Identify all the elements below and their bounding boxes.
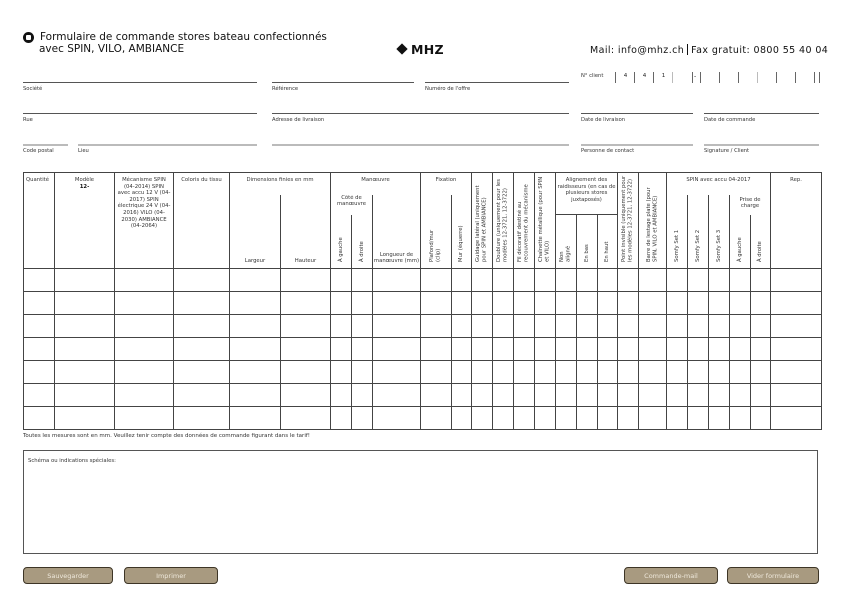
table-cell-input[interactable]: [493, 292, 514, 315]
table-cell-input[interactable]: [514, 361, 535, 384]
table-cell-input[interactable]: [556, 361, 577, 384]
client-digit-input[interactable]: 1: [653, 72, 673, 83]
client-suffix-input[interactable]: [776, 72, 796, 83]
table-cell-input[interactable]: [115, 384, 174, 407]
table-cell-input[interactable]: [618, 407, 639, 430]
table-cell-input[interactable]: [55, 292, 115, 315]
city-label: Lieu: [78, 148, 89, 154]
header-rep: Rep.: [771, 173, 822, 269]
non-aligne-label: Non aligné: [559, 246, 572, 263]
table-cell-input[interactable]: [24, 384, 55, 407]
save-button[interactable]: Sauvegarder: [23, 567, 113, 584]
clear-form-button[interactable]: Vider formulaire: [727, 567, 819, 584]
modele-prefix: 12-: [79, 183, 90, 190]
somfy-3-label: Somfy Set 3: [715, 230, 722, 263]
table-cell-input[interactable]: [598, 361, 618, 384]
order-date-input[interactable]: [704, 113, 819, 114]
brand-logo: [398, 42, 444, 57]
header-somfy-1: [667, 195, 688, 269]
table-cell-input[interactable]: [577, 407, 598, 430]
table-cell-input[interactable]: [667, 384, 688, 407]
table-cell-input[interactable]: [174, 361, 230, 384]
table-cell-input[interactable]: [331, 292, 352, 315]
table-cell-input[interactable]: [331, 384, 352, 407]
header-mur: [452, 195, 472, 269]
divider: [687, 44, 688, 55]
table-cell-input[interactable]: [472, 269, 493, 292]
table-cell-input[interactable]: [639, 361, 667, 384]
header-plafond: [421, 195, 452, 269]
table-cell-input[interactable]: [452, 269, 472, 292]
table-cell-input[interactable]: [352, 269, 373, 292]
a-droite-label: À droite: [358, 241, 365, 263]
table-cell-input[interactable]: [174, 292, 230, 315]
table-cell-input[interactable]: [230, 407, 281, 430]
table-cell-input[interactable]: [514, 315, 535, 338]
table-cell-input[interactable]: [331, 407, 352, 430]
table-cell-input[interactable]: [598, 407, 618, 430]
table-cell-input[interactable]: [577, 269, 598, 292]
table-cell-input[interactable]: [452, 361, 472, 384]
table-cell-input[interactable]: [373, 315, 421, 338]
table-row: [24, 269, 822, 292]
postal-code-label: Code postal: [23, 148, 54, 154]
table-cell-input[interactable]: [514, 292, 535, 315]
table-cell-input[interactable]: [55, 361, 115, 384]
header-mecanisme: Mécanisme SPIN (04-2014) SPIN avec accu 12 V (04-2017) SPIN électrique 24 V (04-2016) VILO (04-2030) AMBIANCE (04-2064): [115, 173, 174, 269]
table-cell-input[interactable]: [535, 269, 556, 292]
table-cell-input[interactable]: [771, 269, 822, 292]
fil-decoratif-label: Fil décoratif destiné au recouvrement du mécanisme: [517, 184, 530, 263]
table-cell-input[interactable]: [771, 338, 822, 361]
table-cell-input[interactable]: [730, 292, 751, 315]
table-cell-input[interactable]: [373, 361, 421, 384]
table-cell-input[interactable]: [281, 269, 331, 292]
table-cell-input[interactable]: [472, 384, 493, 407]
table-cell-input[interactable]: [24, 292, 55, 315]
table-cell-input[interactable]: [352, 407, 373, 430]
table-cell-input[interactable]: [331, 361, 352, 384]
city-input[interactable]: [78, 144, 257, 146]
table-cell-input[interactable]: [639, 407, 667, 430]
header-dimensions: Dimensions finies en mm: [230, 173, 331, 195]
table-cell-input[interactable]: [577, 338, 598, 361]
client-suffix-input[interactable]: [719, 72, 739, 83]
doublure-label: Doublure (uniquement pour les modèles 12-3721, 12-3722): [496, 179, 509, 263]
table-cell-input[interactable]: [115, 269, 174, 292]
guidage-label: Guidage latéral (uniquement pour SPIN et AMBIANCE): [475, 185, 488, 263]
table-cell-input[interactable]: [24, 338, 55, 361]
table-cell-input[interactable]: [55, 269, 115, 292]
table-cell-input[interactable]: [688, 292, 709, 315]
table-cell-input[interactable]: [667, 407, 688, 430]
table-cell-input[interactable]: [452, 315, 472, 338]
table-cell-input[interactable]: [709, 269, 730, 292]
header-somfy-3: [709, 195, 730, 269]
table-cell-input[interactable]: [373, 384, 421, 407]
table-cell-input[interactable]: [514, 269, 535, 292]
table-cell-input[interactable]: [24, 407, 55, 430]
header-chainette: [535, 173, 556, 269]
table-cell-input[interactable]: [230, 292, 281, 315]
table-cell-input[interactable]: [281, 338, 331, 361]
plafond-label: Plafond/mur (clip): [429, 230, 442, 263]
table-cell-input[interactable]: [493, 384, 514, 407]
table-cell-input[interactable]: [667, 361, 688, 384]
table-row: [24, 292, 822, 315]
table-cell-input[interactable]: [751, 384, 771, 407]
table-cell-input[interactable]: [751, 315, 771, 338]
table-cell-input[interactable]: [230, 384, 281, 407]
table-cell-input[interactable]: [556, 269, 577, 292]
table-cell-input[interactable]: [230, 315, 281, 338]
table-cell-input[interactable]: [281, 407, 331, 430]
header-doublure: [493, 173, 514, 269]
table-cell-input[interactable]: [556, 315, 577, 338]
header-fil-decoratif: [514, 173, 535, 269]
table-cell-input[interactable]: [331, 338, 352, 361]
table-cell-input[interactable]: [472, 315, 493, 338]
table-cell-input[interactable]: [24, 361, 55, 384]
contact-fax: Fax gratuit: 0800 55 40 04: [691, 45, 829, 56]
table-cell-input[interactable]: [421, 315, 452, 338]
form-icon: [23, 32, 34, 43]
table-cell-input[interactable]: [598, 384, 618, 407]
table-cell-input[interactable]: [352, 384, 373, 407]
header-barre-lestage: [639, 173, 667, 269]
contact-person-label: Personne de contact: [581, 148, 635, 154]
table-cell-input[interactable]: [230, 269, 281, 292]
table-cell-input[interactable]: [281, 361, 331, 384]
somfy-2-label: Somfy Set 2: [694, 230, 701, 263]
header-largeur: Largeur: [230, 195, 281, 269]
delivery-address-input-2[interactable]: [272, 144, 569, 146]
table-cell-input[interactable]: [577, 361, 598, 384]
offer-number-input[interactable]: [425, 82, 569, 83]
table-cell-input[interactable]: [667, 338, 688, 361]
table-cell-input[interactable]: [751, 292, 771, 315]
table-cell-input[interactable]: [452, 384, 472, 407]
table-cell-input[interactable]: [174, 338, 230, 361]
table-cell-input[interactable]: [618, 292, 639, 315]
table-cell-input[interactable]: [331, 269, 352, 292]
table-cell-input[interactable]: [535, 338, 556, 361]
contact-mail[interactable]: Mail: info@mhz.ch: [590, 45, 685, 56]
table-cell-input[interactable]: [618, 315, 639, 338]
contact-info: [590, 44, 828, 56]
table-cell-input[interactable]: [230, 338, 281, 361]
table-cell-input[interactable]: [452, 407, 472, 430]
table-cell-input[interactable]: [688, 269, 709, 292]
table-cell-input[interactable]: [618, 269, 639, 292]
delivery-address-input[interactable]: [272, 113, 569, 114]
table-row: [24, 361, 822, 384]
header-en-bas: [577, 215, 598, 269]
table-cell-input[interactable]: [55, 407, 115, 430]
en-bas-label: En bas: [583, 244, 590, 263]
offer-number-label: Numéro de l'offre: [425, 86, 471, 92]
table-cell-input[interactable]: [472, 361, 493, 384]
table-row: [24, 338, 822, 361]
header-a-droite: [352, 215, 373, 269]
header-longueur: Longueur de manœuvre (mm): [373, 195, 421, 269]
header-fixation: Fixation: [421, 173, 472, 195]
table-cell-input[interactable]: [24, 269, 55, 292]
point-invisible-label: Point invisible (uniquement pour les modèles 12-3721, 12-3722): [621, 176, 634, 263]
table-cell-input[interactable]: [688, 338, 709, 361]
client-dash: -: [694, 73, 697, 80]
table-cell-input[interactable]: [667, 315, 688, 338]
table-cell-input[interactable]: [514, 384, 535, 407]
en-haut-label: En haut: [604, 241, 611, 263]
order-table: [23, 172, 822, 430]
header-cote-manoeuvre: Côté de manœuvre: [331, 195, 373, 215]
table-cell-input[interactable]: [639, 384, 667, 407]
print-button[interactable]: Imprimer: [124, 567, 218, 584]
table-cell-input[interactable]: [535, 315, 556, 338]
table-cell-input[interactable]: [331, 315, 352, 338]
table-cell-input[interactable]: [598, 292, 618, 315]
table-cell-input[interactable]: [352, 292, 373, 315]
table-cell-input[interactable]: [55, 384, 115, 407]
table-cell-input[interactable]: [115, 292, 174, 315]
table-cell-input[interactable]: [556, 292, 577, 315]
header-prise-droite: [751, 215, 771, 269]
table-cell-input[interactable]: [618, 384, 639, 407]
table-cell-input[interactable]: [730, 407, 751, 430]
table-cell-input[interactable]: [688, 361, 709, 384]
client-number-label: N° client: [581, 73, 604, 79]
delivery-date-input[interactable]: [581, 113, 693, 114]
table-cell-input[interactable]: [281, 292, 331, 315]
table-cell-input[interactable]: [493, 361, 514, 384]
table-cell-input[interactable]: [281, 315, 331, 338]
table-cell-input[interactable]: [556, 338, 577, 361]
table-cell-input[interactable]: [421, 269, 452, 292]
table-cell-input[interactable]: [688, 315, 709, 338]
header-alignement: Alignement des raidisseurs (en cas de plusieurs stores juxtaposés): [556, 173, 618, 215]
measurement-note: Toutes les mesures sont en mm. Veuillez tenir compte des données de commande figurant dans le tarif!: [23, 433, 310, 439]
title-line-2: avec SPIN, VILO, AMBIANCE: [39, 43, 185, 55]
somfy-1-label: Somfy Set 1: [673, 230, 680, 263]
table-cell-input[interactable]: [373, 292, 421, 315]
prise-droite-label: À droite: [757, 241, 764, 263]
table-cell-input[interactable]: [556, 407, 577, 430]
client-digit-input[interactable]: 4: [634, 72, 654, 83]
table-cell-input[interactable]: [639, 292, 667, 315]
table-cell-input[interactable]: [730, 315, 751, 338]
table-cell-input[interactable]: [771, 407, 822, 430]
table-cell-input[interactable]: [352, 338, 373, 361]
table-cell-input[interactable]: [639, 338, 667, 361]
table-cell-input[interactable]: [174, 407, 230, 430]
table-cell-input[interactable]: [577, 315, 598, 338]
client-digit-input[interactable]: [672, 72, 693, 83]
header-guidage: [472, 173, 493, 269]
societe-label: Société: [23, 86, 43, 92]
table-cell-input[interactable]: [535, 407, 556, 430]
table-cell-input[interactable]: [535, 361, 556, 384]
header-quantite: Quantité: [24, 173, 55, 269]
client-suffix-input[interactable]: [757, 72, 777, 83]
table-cell-input[interactable]: [514, 407, 535, 430]
chainette-label: Chaînette métallique (pour SPIN et VILO): [538, 177, 551, 263]
table-cell-input[interactable]: [751, 407, 771, 430]
table-cell-input[interactable]: [514, 338, 535, 361]
header-prise-gauche: [730, 215, 751, 269]
table-cell-input[interactable]: [24, 315, 55, 338]
table-row: [24, 407, 822, 430]
table-cell-input[interactable]: [115, 338, 174, 361]
table-cell-input[interactable]: [174, 384, 230, 407]
table-cell-input[interactable]: [352, 361, 373, 384]
table-cell-input[interactable]: [709, 384, 730, 407]
table-cell-input[interactable]: [472, 338, 493, 361]
table-cell-input[interactable]: [373, 407, 421, 430]
table-cell-input[interactable]: [493, 338, 514, 361]
table-cell-input[interactable]: [493, 407, 514, 430]
table-cell-input[interactable]: [373, 269, 421, 292]
client-suffix-input[interactable]: [738, 72, 758, 83]
table-cell-input[interactable]: [281, 384, 331, 407]
table-cell-input[interactable]: [709, 292, 730, 315]
table-cell-input[interactable]: [639, 315, 667, 338]
table-cell-input[interactable]: [730, 384, 751, 407]
rue-input[interactable]: [23, 113, 257, 114]
mur-label: Mur (équerre): [458, 225, 465, 263]
client-suffix-input[interactable]: [700, 72, 720, 83]
header-en-haut: [598, 215, 618, 269]
table-cell-input[interactable]: [556, 384, 577, 407]
table-cell-input[interactable]: [618, 361, 639, 384]
table-row: [24, 384, 822, 407]
reference-input[interactable]: [272, 82, 414, 83]
logo-text: MHZ: [411, 42, 444, 57]
table-cell-input[interactable]: [535, 384, 556, 407]
table-cell-input[interactable]: [709, 361, 730, 384]
table-cell-input[interactable]: [373, 338, 421, 361]
table-cell-input[interactable]: [771, 292, 822, 315]
table-cell-input[interactable]: [115, 315, 174, 338]
table-cell-input[interactable]: [535, 292, 556, 315]
table-row: [24, 315, 822, 338]
header-manoeuvre: Manœuvre: [331, 173, 421, 195]
table-cell-input[interactable]: [577, 292, 598, 315]
table-cell-input[interactable]: [174, 269, 230, 292]
header-prise-charge: Prise de charge: [730, 195, 771, 215]
table-cell-input[interactable]: [730, 338, 751, 361]
header-somfy-2: [688, 195, 709, 269]
special-notes-label: Schéma ou indications spéciales:: [28, 458, 116, 464]
title-line-1: Formulaire de commande stores bateau confectionnés: [40, 31, 327, 43]
signature-label: Signature / Client: [704, 148, 750, 154]
table-cell-input[interactable]: [618, 338, 639, 361]
table-cell-input[interactable]: [709, 338, 730, 361]
table-cell-input[interactable]: [421, 384, 452, 407]
table-cell-input[interactable]: [421, 338, 452, 361]
table-cell-input[interactable]: [751, 361, 771, 384]
table-cell-input[interactable]: [230, 361, 281, 384]
table-cell-input[interactable]: [639, 269, 667, 292]
table-cell-input[interactable]: [709, 315, 730, 338]
table-cell-input[interactable]: [771, 361, 822, 384]
societe-input[interactable]: [23, 82, 257, 83]
table-cell-input[interactable]: [730, 269, 751, 292]
table-cell-input[interactable]: [452, 292, 472, 315]
prise-gauche-label: À gauche: [736, 237, 743, 263]
client-suffix-input[interactable]: [814, 72, 820, 83]
table-cell-input[interactable]: [667, 292, 688, 315]
table-cell-input[interactable]: [667, 269, 688, 292]
table-cell-input[interactable]: [751, 269, 771, 292]
barre-lestage-label: Barre de lestage plate (pour SPIN, VILO et AMBIANCE): [645, 187, 659, 263]
table-cell-input[interactable]: [688, 384, 709, 407]
table-cell-input[interactable]: [493, 315, 514, 338]
table-cell-input[interactable]: [598, 315, 618, 338]
table-cell-input[interactable]: [493, 269, 514, 292]
modele-label: Modèle: [74, 177, 95, 183]
email-order-button[interactable]: Commande-mail: [624, 567, 718, 584]
table-cell-input[interactable]: [352, 315, 373, 338]
header-point-invisible: [618, 173, 639, 269]
table-cell-input[interactable]: [472, 292, 493, 315]
table-cell-input[interactable]: [771, 315, 822, 338]
order-date-label: Date de commande: [704, 117, 756, 123]
client-suffix-input[interactable]: [795, 72, 815, 83]
header-a-gauche: [331, 215, 352, 269]
header-spin-accu: SPIN avec accu 04-2017: [667, 173, 771, 195]
table-cell-input[interactable]: [421, 361, 452, 384]
table-cell-input[interactable]: [730, 361, 751, 384]
table-cell-input[interactable]: [115, 361, 174, 384]
header-non-aligne: [556, 215, 577, 269]
reference-label: Référence: [272, 86, 299, 92]
delivery-date-label: Date de livraison: [581, 117, 626, 123]
delivery-address-label: Adresse de livraison: [272, 117, 325, 123]
a-gauche-label: À gauche: [337, 237, 344, 263]
diamond-icon: [396, 43, 407, 54]
table-cell-input[interactable]: [174, 315, 230, 338]
table-cell-input[interactable]: [771, 384, 822, 407]
page-title: [40, 31, 327, 55]
table-cell-input[interactable]: [709, 407, 730, 430]
table-cell-input[interactable]: [598, 338, 618, 361]
table-cell-input[interactable]: [421, 407, 452, 430]
table-cell-input[interactable]: [55, 315, 115, 338]
table-cell-input[interactable]: [452, 338, 472, 361]
table-cell-input[interactable]: [472, 407, 493, 430]
header-hauteur: Hauteur: [281, 195, 331, 269]
table-cell-input[interactable]: [55, 338, 115, 361]
table-cell-input[interactable]: [598, 269, 618, 292]
table-cell-input[interactable]: [751, 338, 771, 361]
header-modele: [55, 173, 115, 269]
header-coloris: Coloris du tissu: [174, 173, 230, 269]
postal-code-input[interactable]: [23, 144, 68, 146]
special-notes-textarea[interactable]: [23, 450, 818, 554]
client-digit-input[interactable]: 4: [615, 72, 635, 83]
signature-input[interactable]: [704, 144, 819, 146]
table-cell-input[interactable]: [688, 407, 709, 430]
rue-label: Rue: [23, 117, 33, 123]
contact-person-input[interactable]: [581, 144, 693, 146]
table-cell-input[interactable]: [577, 384, 598, 407]
table-cell-input[interactable]: [115, 407, 174, 430]
table-cell-input[interactable]: [421, 292, 452, 315]
